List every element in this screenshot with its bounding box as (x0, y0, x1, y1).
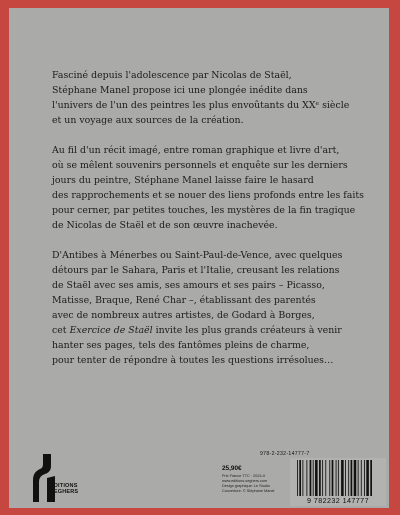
barcode-area (290, 458, 386, 506)
blurb-line: des rapprochements et se nouer des liens profonds entre les faits (52, 190, 364, 201)
blurb-line: l'univers de l'un des peintres les plus envoûtants du XXᵉ siècle (52, 100, 350, 111)
blurb-line: Au fil d'un récit imagé, entre roman graphique et livre d'art, (52, 145, 340, 156)
blurb-line: détours par le Sahara, Paris et l'Italie, creusant les relations (52, 265, 340, 276)
line-rest: invite les plus grands créateurs à venir (155, 325, 342, 336)
book-title-italic: Exercice de Staël (69, 325, 153, 336)
blurb-line: et un voyage aux sources de la création. (52, 115, 244, 126)
smallprint-line: Design graphique: Le Studio (222, 484, 270, 488)
smallprint-line: Prix France TTC · 2024-II (222, 474, 265, 478)
blurb-line: avec de nombreux autres artistes, de Godard à Borges, (52, 310, 315, 321)
blurb-line: pour cerner, par petites touches, les mystères de la fin tragique (52, 205, 356, 216)
line-prefix: cet (52, 325, 67, 336)
blurb-line: jours du peintre, Stéphane Manel laisse faire le hasard (52, 175, 314, 186)
price: 25,90€ (222, 465, 242, 472)
blurb-line: hanter ses pages, tels des fantômes pleins de charme, (52, 340, 310, 351)
blurb-line-with-title (52, 323, 352, 338)
blurb-line: D'Antibes à Ménerbes ou Saint-Paul-de-Vence, avec quelques (52, 250, 343, 261)
isbn-bottom: 9 782232 147777 (307, 496, 369, 505)
blurb-paragraph-2 (52, 143, 364, 233)
barcode-icon (296, 460, 380, 496)
blurb-line: pour tenter de répondre à toutes les questions irrésolues… (52, 355, 334, 366)
isbn-top: 978-2-232-14777-7 (260, 451, 310, 457)
blurb-line: où se mêlent souvenirs personnels et enquête sur les derniers (52, 160, 348, 171)
blurb-paragraph-3 (52, 248, 352, 368)
smallprint-line: Couverture: © Stéphane Manel (222, 489, 275, 493)
blurb (52, 68, 364, 368)
publisher-logo-icon (29, 452, 59, 504)
smallprint-line: www.editions-seghers.com (222, 479, 268, 483)
blurb-line: de Staël avec ses amis, ses amours et ses pairs – Picasso, (52, 280, 325, 291)
publisher-name: ÉDITIONS SEGHERS (50, 483, 79, 495)
blurb-paragraph-1 (52, 68, 352, 128)
blurb-line: de Nicolas de Staël et de son œuvre inachevée. (52, 220, 278, 231)
blurb-line: Fasciné depuis l'adolescence par Nicolas de Staël, (52, 70, 292, 81)
blurb-line: Stéphane Manel propose ici une plongée inédite dans (52, 85, 308, 96)
blurb-line: Matisse, Braque, René Char –, établissant des parentés (52, 295, 316, 306)
